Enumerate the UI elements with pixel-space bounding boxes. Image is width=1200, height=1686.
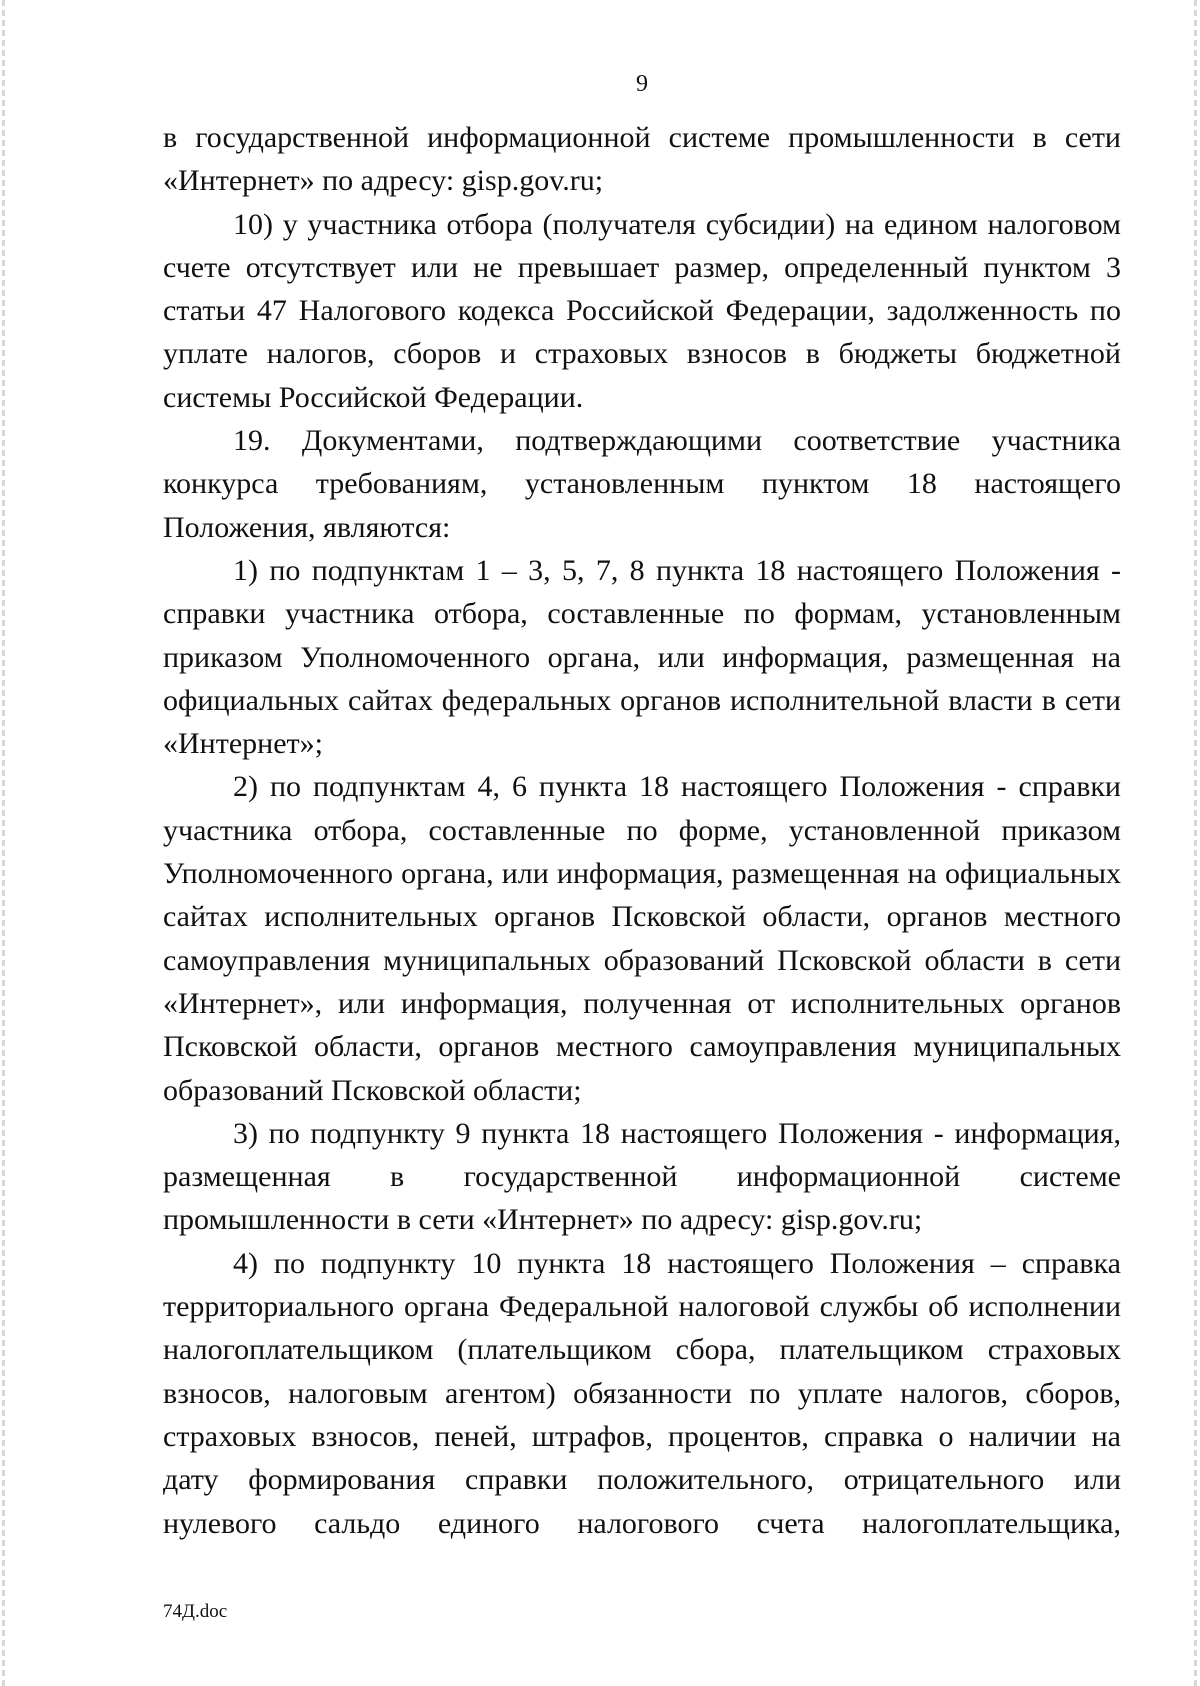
paragraph-clause-19: 19. Документами, подтверждающими соответствие участника конкурса требованиям, установленным пунктом 18 настоящего Положения, являются:	[163, 424, 1121, 544]
page-number: 9	[636, 71, 648, 97]
footer-filename: 74Д.doc	[163, 1601, 228, 1622]
paragraph-item-2: 2) по подпунктам 4, 6 пункта 18 настоящего Положения - справки участника отбора, составленные по форме, установленной приказом Уполномоченного органа, или информация, размещенная на официальных сайтах исполнительных органов Псковской области, органов местного самоуправления муниципальных образований Псковской области в сети «Интернет», или информация, полученная от исполнительных органов Псковской области, органов местного самоуправления муниципальных образований Псковской области;	[163, 770, 1121, 1107]
paragraph-item-10: 10) у участника отбора (получателя субсидии) на едином налоговом счете отсутствует или не превышает размер, определенный пунктом 3 статьи 47 Налогового кодекса Российской Федерации, задолженность по уплате налогов, сборов и страховых взносов в бюджеты бюджетной системы Российской Федерации.	[163, 207, 1121, 414]
scan-edge-right	[1194, 0, 1197, 1686]
paragraph-item-4: 4) по подпункту 10 пункта 18 настоящего Положения – справка территориального органа Федеральной налоговой службы об исполнении налогоплательщиком (плательщиком сбора, плательщиком страховых взносов, налоговым агентом) обязанности по уплате налогов, сборов, страховых взносов, пеней, штрафов, процентов, справка о наличии на дату формирования справки положительного, отрицательного или нулевого сальдо единого налогового счета налогоплательщика,	[163, 1246, 1121, 1540]
document-body	[163, 116, 1121, 1545]
paragraph-item-1: 1) по подпунктам 1 – 3, 5, 7, 8 пункта 18 настоящего Положения - справки участника отбора, составленные по формам, установленным приказом Уполномоченного органа, или информация, размещенная на официальных сайтах федеральных органов исполнительной власти в сети «Интернет»;	[163, 553, 1121, 761]
paragraph-item-3: 3) по подпункту 9 пункта 18 настоящего Положения - информация, размещенная в государственной информационной системе промышленности в сети «Интернет» по адресу: gisp.gov.ru;	[163, 1116, 1121, 1237]
paragraph-continuation: в государственной информационной системе промышленности в сети «Интернет» по адресу: gisp.gov.ru;	[163, 121, 1121, 198]
scan-edge-left	[2, 0, 5, 1686]
